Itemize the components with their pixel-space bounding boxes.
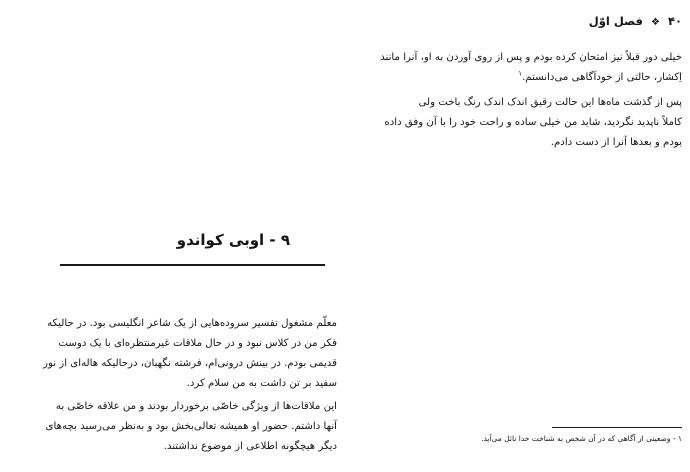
text-line: آنها داشتم. حضور او همیشه تعالی‌بخش بود و به‌نظر می‌رسید بچه‌های xyxy=(45,421,337,432)
footnote-divider xyxy=(552,427,682,428)
paragraph xyxy=(382,93,682,153)
text-line: خیلی دور قبلاً نیز امتحان کرده بودم و پس از روی آوردن به او، آنرا مانند xyxy=(380,52,682,63)
text-line: فکر من در کلاس نبود و در حال ملاقات غیرمنتظره‌ای با یک دوست xyxy=(58,338,337,349)
footnote: ۱ - وضعیتی از آگاهی که در آن شخص به شناخت خدا نائل می‌آید. xyxy=(481,434,682,443)
paragraph xyxy=(32,397,337,457)
paragraph xyxy=(382,48,682,88)
footnote-marker: ۱ xyxy=(518,69,523,78)
paragraph xyxy=(32,314,337,394)
text-line: معلّم مشغول تفسیر سروده‌هایی از یک شاعر انگلیسی بود. در حالیکه xyxy=(47,318,337,329)
running-head xyxy=(589,14,682,28)
ornament-icon: ❖ xyxy=(650,17,660,28)
chapter-title-underline xyxy=(60,264,325,266)
text-line-content: اِکشار، حالتی از خودآگاهی می‌دانستم. xyxy=(522,72,682,83)
right-page xyxy=(345,0,690,472)
text-line: دیگر هیچگونه اطلاعی از موضوع نداشتند. xyxy=(163,441,337,452)
text-line: سفید بر تن داشت به من سلام کرد. xyxy=(186,378,337,389)
chapter-title: ۹ - اوبی کواندو xyxy=(176,231,290,249)
text-line: قدیمی بودم. در بینش درونی‌ام، فرشته نگهبان، درحالیکه هاله‌ای از نور xyxy=(43,358,337,369)
text-line: پس از گذشت ماه‌ها این حالت رقیق اندک اندک رنگ باخت ولی xyxy=(418,97,682,108)
text-line xyxy=(382,68,682,88)
text-line: بودم و بعدها آنرا از دست دادم. xyxy=(550,137,682,148)
page-number: ۴۰ xyxy=(667,14,682,28)
running-head-chapter: فصل اوّل xyxy=(588,14,643,28)
text-line: این ملاقات‌ها از ویژگی خاصّی برخوردار بودند و من علاقه خاصّی به xyxy=(55,401,337,412)
text-line: کاملاً ناپدید نگردید، شاید من خیلی ساده و راحت خود را با آن وفق داده xyxy=(384,117,682,128)
